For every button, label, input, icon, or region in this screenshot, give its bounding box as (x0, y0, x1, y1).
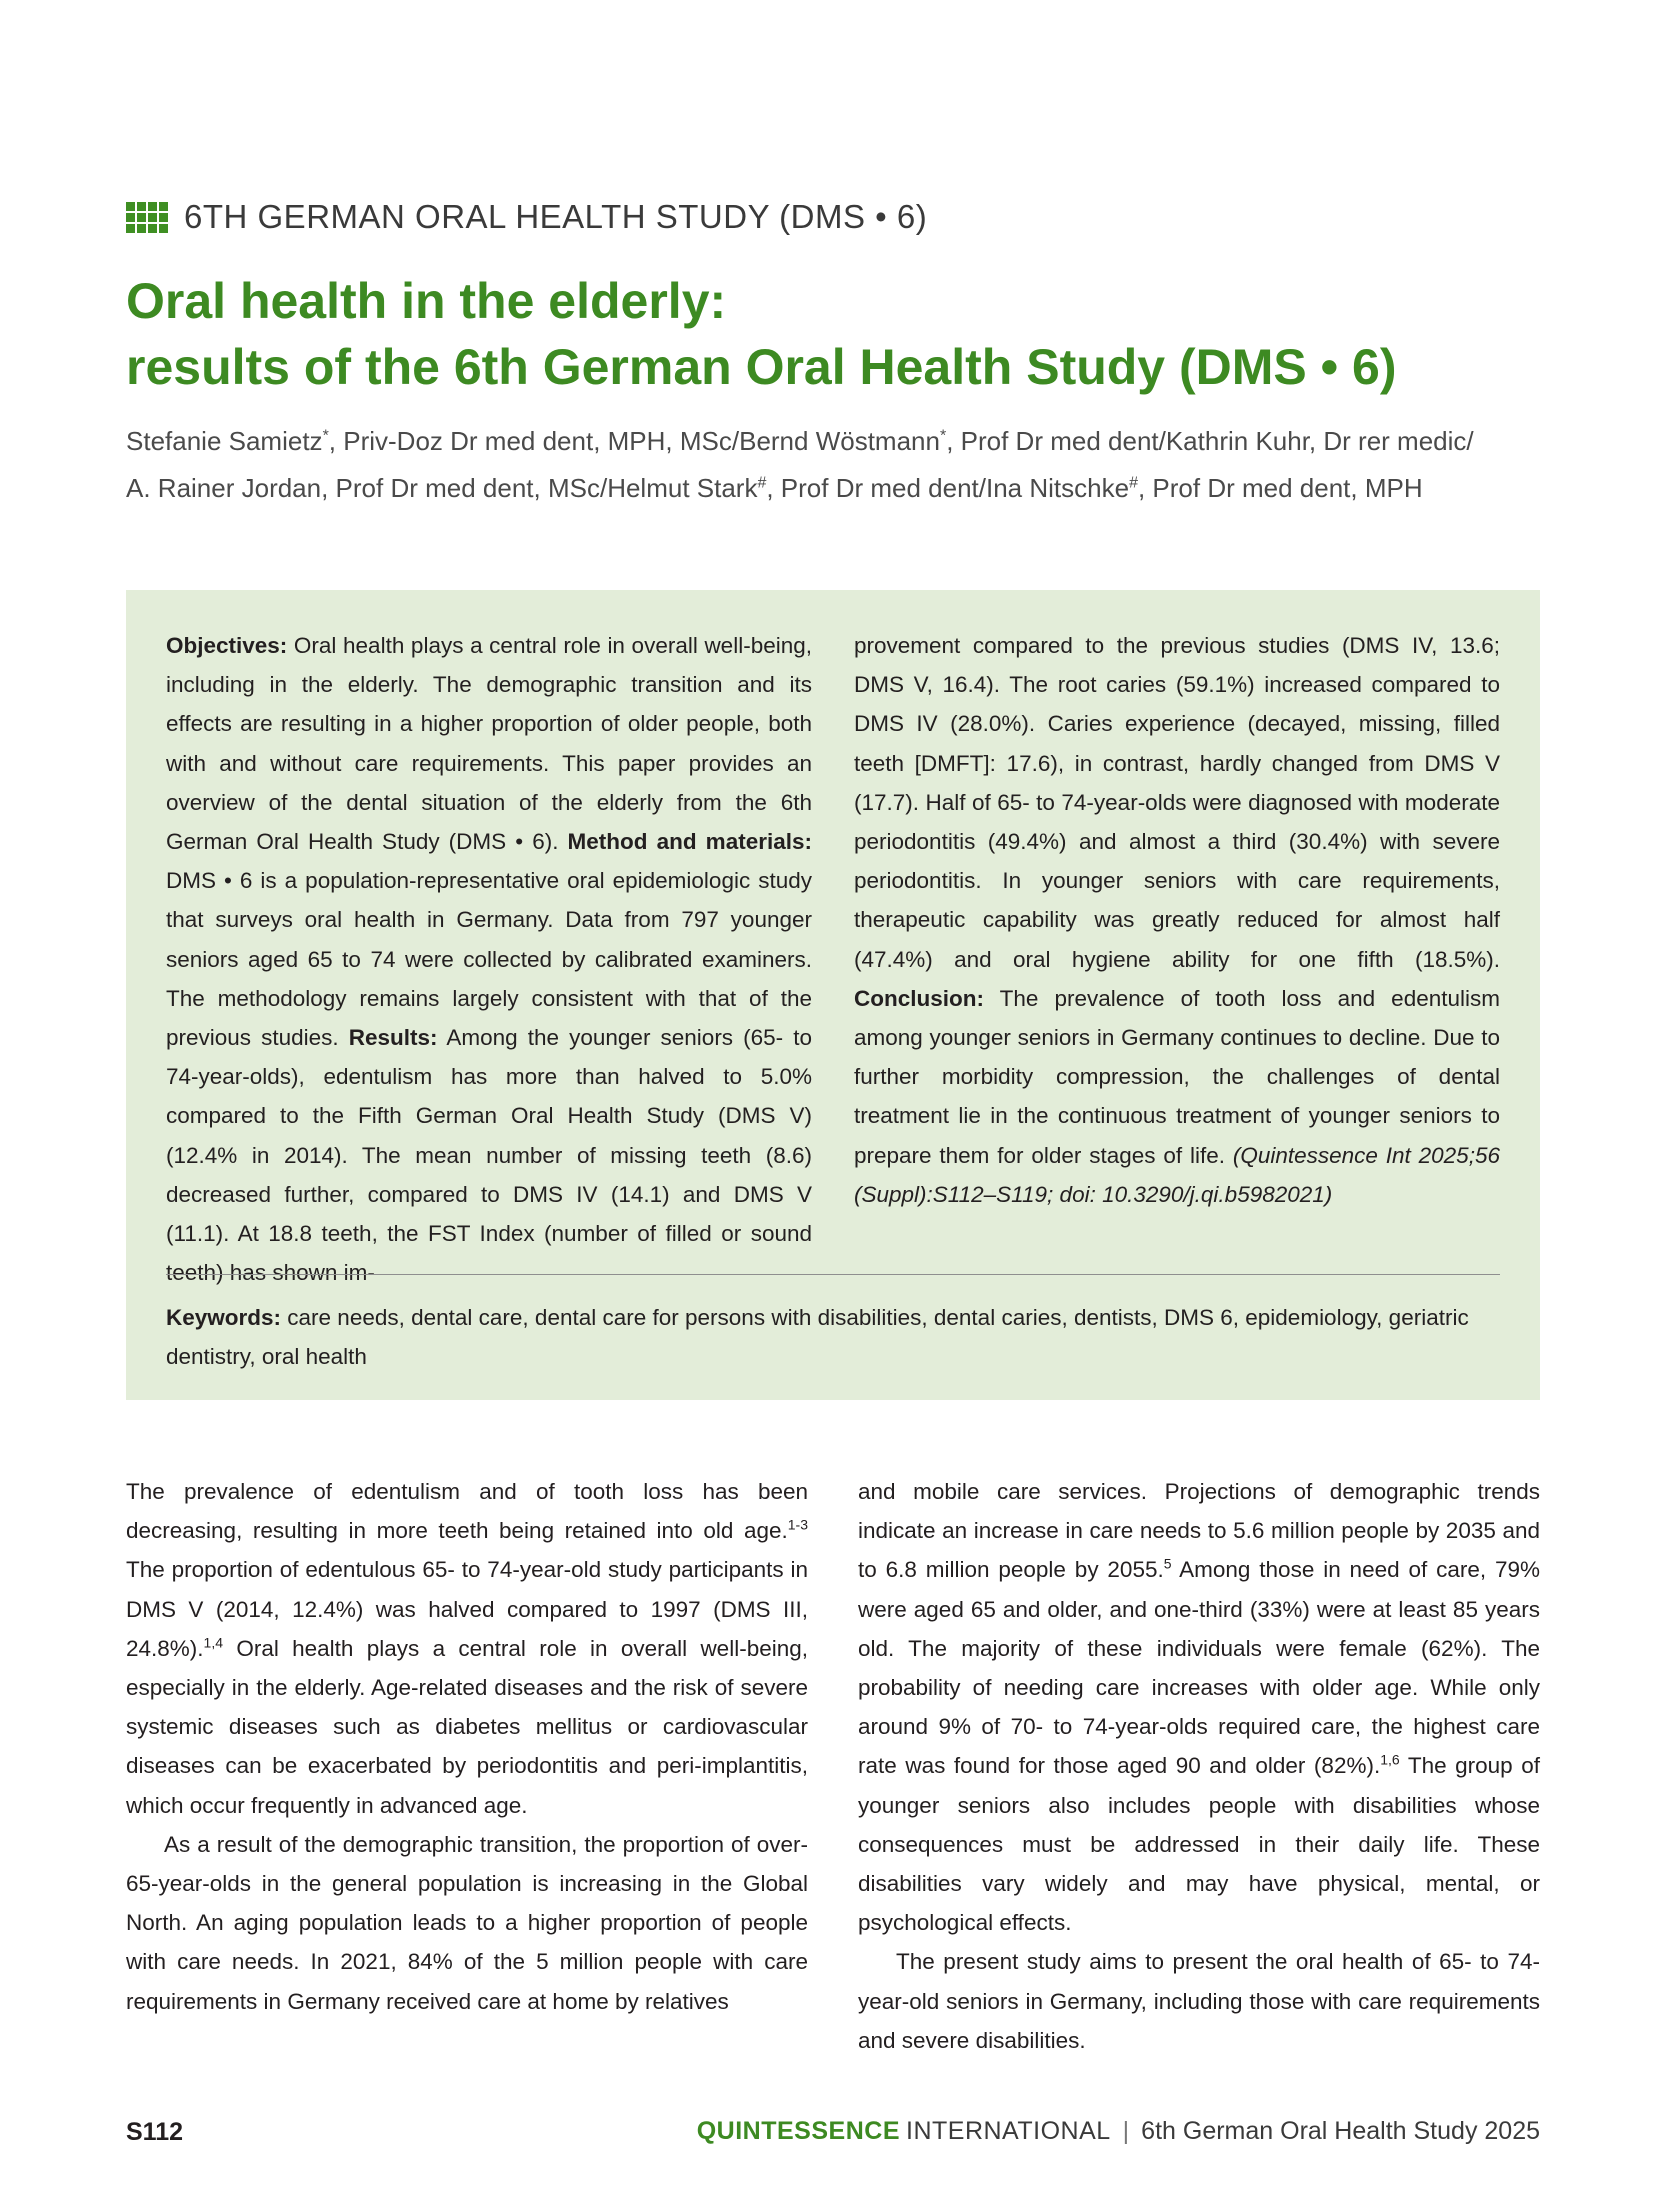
conclusion-label: Conclusion: (854, 985, 984, 1011)
series-title: 6TH GERMAN ORAL HEALTH STUDY (DMS • 6) (184, 198, 928, 235)
body-text (126, 1472, 1540, 2060)
series-header (126, 198, 927, 236)
citation: (Quintessence Int 2025;56 (Suppl):S112–S119; doi: 10.3290/j.qi.b5982021) (854, 1142, 1500, 1207)
page-number: S112 (126, 2118, 184, 2146)
abstract-column-right: provement compared to the previous studies (DMS IV, 13.6; DMS V, 16.4). The root caries (59.1%) increased compared to DMS IV (28.0%). Caries experience (decayed, missing, filled teeth [DMFT]: 17.6), in contrast, hardly changed from DMS V (17.7). Half of 65- to 74-year-olds were diagnosed with moderate periodontitis (49.4%) and almost a third (30.4%) with severe periodontitis. In younger seniors with care requirements, therapeutic capability was greatly reduced for almost half (47.4%) and oral hygiene ability for one fifth (18.5%). Conclusion: The prevalence of tooth loss and edentulism among younger seniors in Germany continues to decline. Due to further morbidity compression, the challenges of dental treatment lie in the continuous treatment of younger seniors to prepare them for older stages of life. (Quintessence Int 2025;56 (Suppl):S112–S119; doi: 10.3290/j.qi.b5982021) (854, 633, 1500, 1207)
grid-logo-icon (126, 202, 168, 233)
running-title: 6th German Oral Health Study 2025 (1141, 2117, 1540, 2145)
author-list: Stefanie Samietz*, Priv-Doz Dr med dent, MPH, MSc/Bernd Wöstmann*, Prof Dr med dent/Kathrin Kuhr, Dr rer medic/ A. Rainer Jordan, Prof Dr med dent, MSc/Helmut Stark#, Prof Dr med dent/Ina Nitschke#, Prof Dr med dent, MPH (126, 426, 1474, 503)
journal-brand-bold: QUINTESSENCE (696, 2117, 900, 2145)
objectives-label: Objectives: (166, 633, 288, 658)
abstract-box (126, 590, 1540, 1400)
running-footer (697, 2117, 1540, 2146)
keywords: Keywords: care needs, dental care, dental care for persons with disabilities, dental caries, dentists, DMS 6, epidemiology, geriatric dentistry, oral health (166, 1305, 1469, 1370)
method-label: Method and materials: (567, 829, 812, 855)
keywords-label: Keywords: (166, 1305, 282, 1330)
title-line-1: Oral health in the elderly: (126, 273, 727, 329)
abstract-column-left: Objectives: Oral health plays a central role in overall well-being, including in the elderly. The demographic transition and its effects are resulting in a higher proportion of older people, both with and without care requirements. This paper provides an overview of the dental situation of the elderly from the 6th German Oral Health Study (DMS • 6). Method and materials: DMS • 6 is a population-representative oral epidemiologic study that surveys oral health in Germany. Data from 797 younger seniors aged 65 to 74 were collected by calibrated examiners. The methodology remains largely consistent with that of the previous studies. Results: Among the younger seniors (65- to 74-year-olds), edentulism has more than halved to 5.0% compared to the Fifth German Oral Health Study (DMS V) (12.4% in 2014). The mean number of missing teeth (8.6) decreased further, compared to DMS IV (14.1) and DMS V (11.1). At 18.8 teeth, the FST Index (number of filled or sound teeth) has shown im- (166, 633, 813, 1286)
article-title (126, 268, 1546, 400)
divider (166, 1274, 1500, 1275)
paragraph-1: The prevalence of edentulism and of tooth loss has been decreasing, resulting in more teeth being retained into old age.$^{1-3}$ The proportion of edentulous 65- to 74-year-old study participants in DMS V (2014, 12.4%) was halved compared to 1997 (DMS III, 24.8%).$^{1,4}$ Oral health plays a central role in overall well-being, especially in the elderly. Age-related diseases and the risk of severe systemic diseases such as diabetes mellitus or cardiovascular diseases can be exacerbated by periodontitis and peri-implantitis, which occur frequently in advanced age. (126, 1479, 808, 1818)
results-label: Results: (348, 1025, 438, 1051)
body-column-right (858, 1472, 1540, 2060)
paragraph-4: The present study aims to present the oral health of 65- to 74-year-old seniors in Germany, including those with care requirements and severe disabilities. (858, 1949, 1540, 2053)
body-column-left (126, 1472, 808, 2060)
paragraph-2: As a result of the demographic transition, the proportion of over-65-year-olds in the general population is increasing in the Global North. An aging population leads to a higher proportion of people with care needs. In 2021, 84% of the 5 million people with care requirements in Germany received care at home by relatives (126, 1831, 808, 2014)
footer-separator: | (1122, 2117, 1130, 2145)
paragraph-3: and mobile care services. Projections of demographic trends indicate an increase in care needs to 5.6 million people by 2035 and to 6.8 million people by 2055.$^5$ Among those in need of care, 79% were aged 65 and older, and one-third (33%) were at least 85 years old. The majority of these individuals were female (62%). The probability of needing care increases with older age. While only around 9% of 70- to 74-year-olds required care, the highest care rate was found for those aged 90 and older (82%).$^{1,6}$ The group of younger seniors also includes people with disabilities whose consequences must be addressed in their daily life. These disabilities vary widely and may have physical, mental, or psychological effects. (858, 1479, 1541, 1936)
journal-brand-rest: INTERNATIONAL (906, 2117, 1111, 2145)
title-line-2: results of the 6th German Oral Health Study (DMS • 6) (126, 339, 1397, 395)
